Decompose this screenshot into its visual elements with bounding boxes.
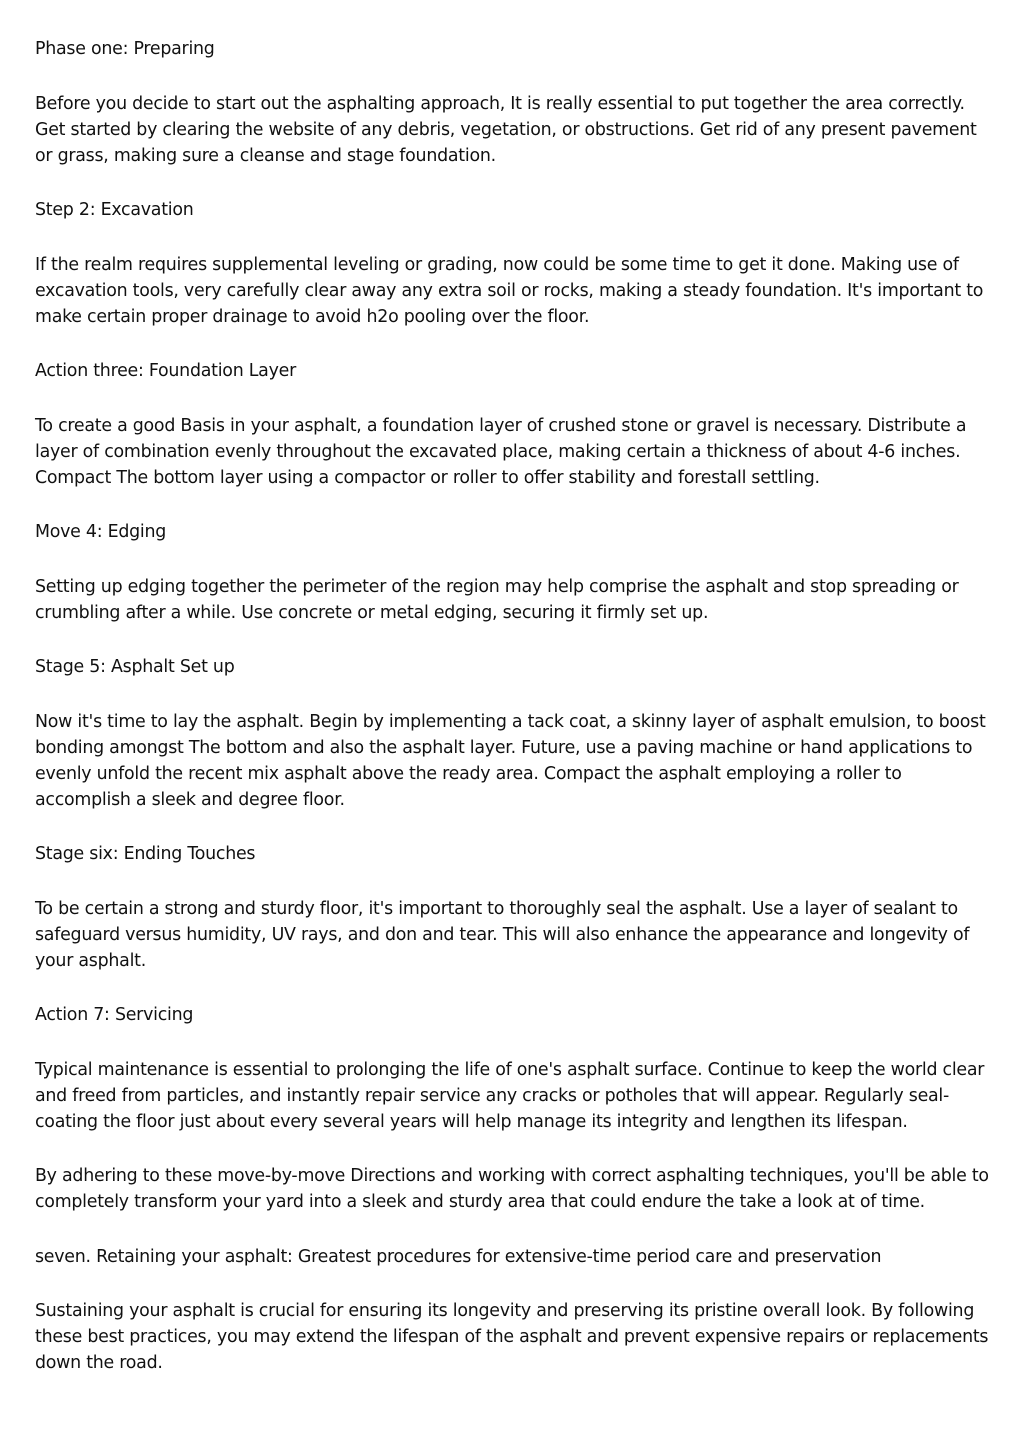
document-body: [35, 36, 995, 1405]
step-4-text: Setting up edging together the perimeter of the region may help comprise the asphalt and stop spreading or crumbling after a while. Use concrete or metal edging, securing it firmly set up.: [35, 576, 959, 623]
step-3-heading: Action three: Foundation Layer: [35, 361, 296, 381]
step-5-heading: Stage 5: Asphalt Set up: [35, 657, 235, 677]
step-3-text: To create a good Basis in your asphalt, a foundation layer of crushed stone or gravel is necessary. Distribute a layer of combination evenly throughout the excavated place, making certain a thickness of about 4-6 inches. Compact The bottom layer using a compactor or roller to offer stability and forestall settling.: [35, 415, 967, 488]
step-7-text: Typical maintenance is essential to prolonging the life of one's asphalt surface. Continue to keep the world clear and freed from particles, and instantly repair service any cracks or potholes that will appear. Regularly seal-coating the floor just about every several years will help manage its integrity and lengthen its lifespan.: [35, 1059, 985, 1132]
step-2-heading: Step 2: Excavation: [35, 200, 194, 220]
summary-paragraph: By adhering to these move-by-move Directions and working with correct asphalting techniques, you'll be able to completely transform your yard into a sleek and sturdy area that could endure the take a look at of time.: [35, 1166, 989, 1212]
step-1-text: Before you decide to start out the asphalting approach, It is really essential to put together the area correctly. Get started by clearing the website of any debris, vegetation, or obstructions. Get rid of any present pavement or grass, making sure a cleanse and stage foundation.: [35, 93, 977, 166]
step-4-heading: Move 4: Edging: [35, 522, 167, 542]
step-2-text: If the realm requires supplemental leveling or grading, now could be some time to get it done. Making use of excavation tools, very carefully clear away any extra soil or rocks, making a steady foundation. It's important to make certain proper drainage to avoid h2o pooling over the floor.: [35, 254, 984, 327]
step-1-heading: Phase one: Preparing: [35, 39, 215, 59]
section-7-heading: seven. Retaining your asphalt: Greatest procedures for extensive-time period care and preservation: [35, 1246, 882, 1267]
step-5-text: Now it's time to lay the asphalt. Begin by implementing a tack coat, a skinny layer of asphalt emulsion, to boost bonding amongst The bottom and also the asphalt layer. Future, use a paving machine or hand applications to evenly unfold the recent mix asphalt above the ready area. Compact the asphalt employing a roller to accomplish a sleek and degree floor.: [35, 711, 986, 810]
step-6-heading: Stage six: Ending Touches: [35, 844, 256, 864]
section-7-text: Sustaining your asphalt is crucial for ensuring its longevity and preserving its pristine overall look. By following these best practices, you may extend the lifespan of the asphalt and prevent expensive repairs or replacements down the road.: [35, 1301, 989, 1373]
step-7-heading: Action 7: Servicing: [35, 1005, 194, 1025]
step-6-text: To be certain a strong and sturdy floor, it's important to thoroughly seal the asphalt. Use a layer of sealant to safeguard versus humidity, UV rays, and don and tear. This will also enhance the appearance and longevity of your asphalt.: [35, 898, 970, 971]
